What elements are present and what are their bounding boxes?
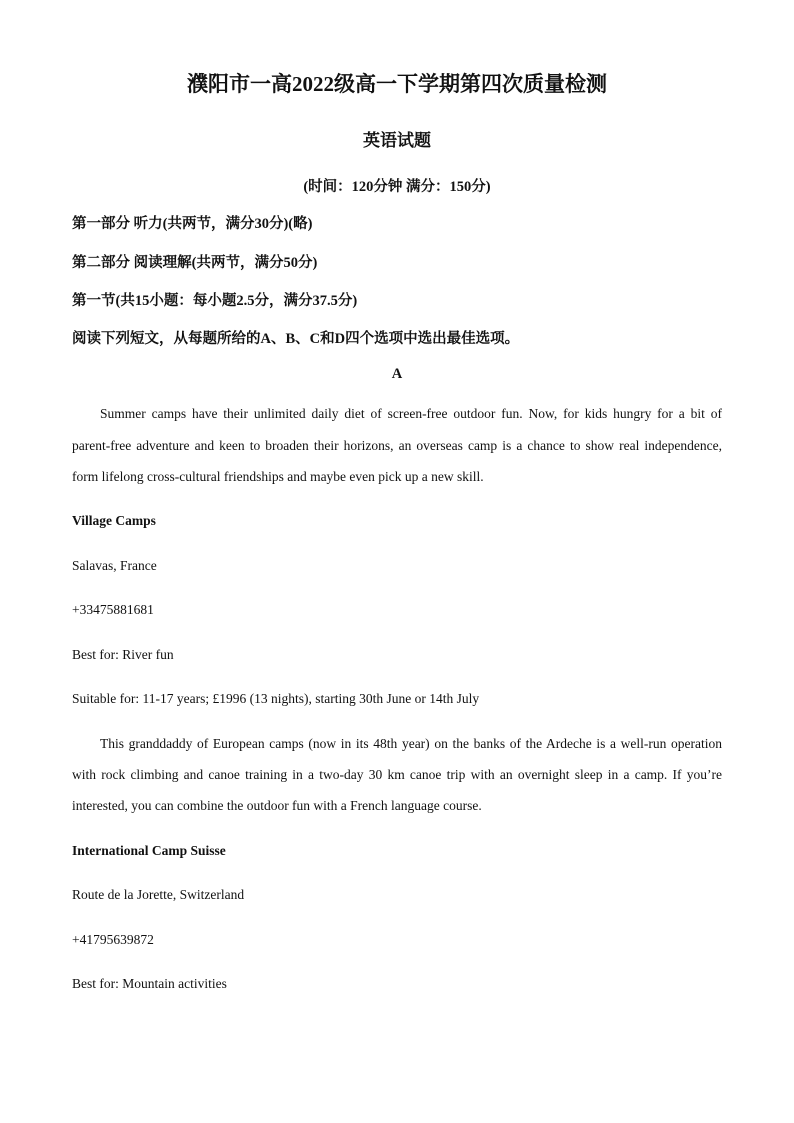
part1-heading: 第一部分 听力(共两节，满分30分)(略) bbox=[72, 216, 313, 232]
camp1-name: Village Camps bbox=[72, 513, 156, 528]
intro-line-2: parent-free adventure and keen to broaden their horizons, an overseas camp is a chance to show real independence, bbox=[72, 438, 722, 453]
camp1-best-for: Best for: River fun bbox=[72, 647, 174, 662]
camp2-location: Route de la Jorette, Switzerland bbox=[72, 887, 245, 902]
page-subtitle: 英语试题 bbox=[363, 131, 431, 150]
camp1-phone: +33475881681 bbox=[72, 602, 154, 617]
camp1-suitable: Suitable for: 11-17 years; £1996 (13 nights), starting 30th June or 14th July bbox=[72, 691, 480, 706]
intro-line-1: Summer camps have their unlimited daily diet of screen-free outdoor fun. Now, for kids hungry for a bit of bbox=[100, 406, 722, 421]
camp2-name: International Camp Suisse bbox=[72, 843, 226, 858]
camp1-desc-line-2: with rock climbing and canoe training in a two-day 30 km canoe trip with an overnight sleep in a camp. If you’re bbox=[72, 767, 722, 782]
camp1-desc-line-3: interested, you can combine the outdoor fun with a French language course. bbox=[72, 798, 482, 813]
part2-heading: 第二部分 阅读理解(共两节，满分50分) bbox=[72, 255, 318, 271]
section1-heading: 第一节(共15小题：每小题2.5分，满分37.5分) bbox=[72, 293, 358, 309]
camp2-best-for: Best for: Mountain activities bbox=[72, 976, 227, 991]
instruction: 阅读下列短文，从每题所给的A、B、C和D四个选项中选出最佳选项。 bbox=[72, 331, 520, 347]
camp1-desc-line-1: This granddaddy of European camps (now in its 48th year) on the banks of the Ardeche is a well-run operation bbox=[100, 736, 722, 751]
exam-meta: (时间：120分钟 满分：150分) bbox=[303, 179, 491, 195]
camp1-location: Salavas, France bbox=[72, 558, 157, 573]
intro-line-3: form lifelong cross-cultural friendships and maybe even pick up a new skill. bbox=[72, 469, 484, 484]
camp2-phone: +41795639872 bbox=[72, 932, 154, 947]
page-title: 濮阳市一高2022级高一下学期第四次质量检测 bbox=[187, 72, 607, 96]
passage-label: A bbox=[391, 366, 403, 382]
